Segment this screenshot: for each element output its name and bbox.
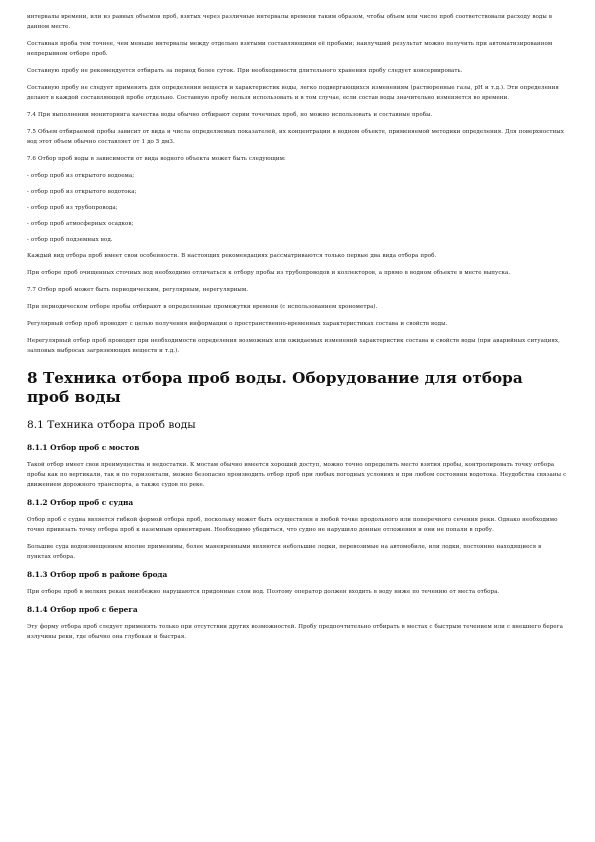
- subsubsection-heading: 8.1.4 Отбор проб с берега: [27, 605, 138, 614]
- paragraph: Регулярный отбор проб проводят с целью получения информации о пространственно-временных характеристиках состава и свойств воды.: [27, 321, 448, 327]
- paragraph: 7.7 Отбор проб может быть периодическим, регулярным, нерегулярным.: [27, 287, 249, 293]
- paragraph: 7.6 Отбор проб воды в зависимости от вида водного объекта может быть следующим:: [27, 156, 286, 162]
- paragraph: Эту форму отбора проб следует применять только при отсутствии других возможностей. Пробу предпочтительно отбирать в местах с быстрым течением или с внешнего берега излучины реки, где обычно она глубокая и быстрая.: [27, 624, 563, 640]
- paragraph: Нерегулярный отбор проб проводят при необходимости определения возможных или ожидаемых изменений характеристик состава и свойств воды (при аварийных ситуациях, залповых выбросах загрязняющих веществ и т.д.).: [27, 338, 560, 354]
- paragraph: интервалы времени, или из равных объемов проб, взятых через различные интервалы времени таким образом, чтобы объем или число проб соответствовали расходу воды в данном месте.: [27, 14, 553, 30]
- list-item: - отбор проб из открытого водоема;: [27, 173, 135, 179]
- subsubsection-heading: 8.1.2 Отбор проб с судна: [27, 498, 134, 507]
- list-item: - отбор проб подземных вод.: [27, 237, 113, 243]
- paragraph: Отбор проб с судна является гибкой формой отбора проб, поскольку может быть осуществлен в любой точке продольного или поперечного сечения реки. Однако необходимо точно привязать точку отбора проб к наземным ориентирам. Необходимо убедиться, что судно не нарушило донные отложения и они не попали в пробу.: [27, 517, 558, 533]
- paragraph: При отборе проб очищенных сточных вод необходимо отличаться к отбору пробы из трубопроводов и коллекторов, а прямо в водном объекте в месте выпуска.: [27, 270, 511, 276]
- paragraph: При отборе проб в мелких реках неизбежно нарушаются придонные слои вод. Поэтому оператор должен входить в воду ниже по течению от места отбора.: [27, 589, 500, 595]
- list-item: - отбор проб из трубопровода;: [27, 205, 118, 211]
- subsubsection-heading: 8.1.1 Отбор проб с мостов: [27, 443, 140, 452]
- section-heading: 8 Техника отбора проб воды. Оборудование для отбора проб воды: [27, 369, 523, 406]
- subsubsection-heading: 8.1.3 Отбор проб в районе брода: [27, 570, 168, 579]
- paragraph: Большие суда водоизмещением вполне применимы, более маневренными являются небольшие лодки, перевозимые на автомобиле, или лодки, постоянно находящиеся в пунктах отбора.: [27, 544, 542, 560]
- paragraph: Составную пробу не рекомендуется отбирать за период более суток. При необходимости длительного хранения пробу следует консервировать.: [27, 68, 463, 74]
- paragraph: 7.4 При выполнении мониторинга качества воды обычно отбирают серии точечных проб, но можно использовать и составные пробы.: [27, 112, 433, 118]
- list-item: - отбор проб из открытого водотока;: [27, 189, 137, 195]
- paragraph: При периодическом отборе пробы отбирают в определенные промежутки времени (с использованием хронометра).: [27, 304, 378, 310]
- paragraph: Такой отбор имеет свои преимущества и недостатки. К мостам обычно имеется хороший доступ, можно точно определить место взятия пробы, контролировать точку отбора пробы как по вертикали, так и по горизонтали, можно безопасно производить отбор проб при любых погодных условиях и при любом состоянии водотока. Неудобства связаны с движением дорожного транспорта, а также судов по реке.: [27, 462, 567, 488]
- list-item: - отбор проб атмосферных осадков;: [27, 221, 134, 227]
- paragraph: Составную пробу не следует применять для определения веществ и характеристик воды, легко подвергающихся изменениям (растворенные газы, pH и т.д.). Эти определения делают в каждой составляющей пробе отдельно. Составную пробу нельзя использовать и в том случае, если состав воды значительно изменяется во времени.: [27, 85, 559, 101]
- paragraph: Каждый вид отбора проб имеет свои особенности. В настоящих рекомендациях рассматриваются только первые два вида отбора проб.: [27, 253, 437, 259]
- subsection-heading: 8.1 Техника отбора проб воды: [27, 419, 196, 431]
- paragraph: 7.5 Объем отбираемой пробы зависит от вида и числа определяемых показателей, их концентрации в водном объекте, применяемой методики определения. Для поверхностных вод этот объем обычно составляет от 1 до 5 дм3.: [27, 129, 564, 145]
- paragraph: Составная проба тем точнее, чем меньше интервалы между отдельно взятыми составляющими её пробами; наилучший результат можно получить при автоматизированном непрерывном отборе проб.: [27, 41, 553, 57]
